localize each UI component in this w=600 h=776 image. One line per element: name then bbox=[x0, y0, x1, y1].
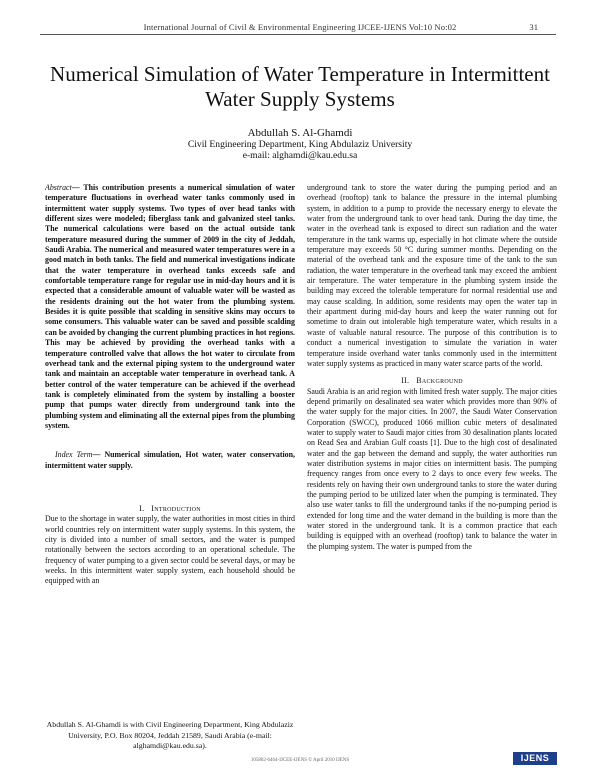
page-number: 31 bbox=[529, 22, 538, 32]
abstract-text: — This contribution presents a numerical simulation of water temperature fluctuations in overhead water tanks commonly used in intermittent water supply systems. Two types of over head tanks with different sizes were modeled; fiberglass tank and galvanized steel tanks. The numerical calculations were based on the actual outside tank temperature measured during the summer of 2009 in the city of Jeddah, Saudi Arabia. The numerical and measured water temperatures were in a good match in both tanks. The field and numerical investigations indicate that the water temperature in overhead tanks exceeds safe and comfortable temperature range for regular use in mid-day hours and it is expected that a considerable amount of valuable water will be wasted as the residents draining out the hot water from the plumbing system. Besides it is quite possible that scalding in sensitive skins may occurs to some consumers. This valuable water can be saved and possible scalding can be avoided by changing the current plumbing practices in hot regions. This may be achieved by providing the overhead tanks with a temperature controlled valve that allows the hot water to circulate from overhead tank and the external piping system to the underground water tank and maintain an acceptable water temperature in overhead tank. A better control of the water temperature can be achieved if the overhead tank is completely eliminated from the system by installing a booster pump that pumps water directly from underground tank into the plumbing system and eliminating all the external pipes from the plumbing system. bbox=[45, 183, 295, 430]
abstract bbox=[45, 183, 295, 431]
index-terms-label: Index Term bbox=[55, 450, 93, 460]
abstract-label: Abstract bbox=[45, 183, 72, 192]
author-email: e-mail: alghamdi@kau.edu.sa bbox=[242, 150, 358, 161]
background-paragraph: Saudi Arabia is an arid region with limited fresh water supply. The major cities depend primarily on desalinated sea water which provides more than 90% of the water supply for the major cities. In 2007, the Saudi Water Conservation Corporation (SWCC), produced 1066 million cubic meters of desalinated water to supply water to Saudi major cities from 30 desalination plants located on Read Sea and Arabian Gulf coasts [1]. Due to the high cost of desalinated water and the gap between the demand and supply, the water authorities run water distribution systems in major cities on intermittent basis. The pumping frequency ranges from once every to 2 days to once every few weeks. The residents rely on having their own underground tanks to store the water during the pumping period to be utilized later when the pumping is terminated. They also use water tanks to fill the underground tanks if the no-pumping period is extended for long time and the water demand in the building is more than the water stored in the underground tank. It is a common practice that each building is equipped with an overhead (rooftop) tank to balance the water in the plumping system. The water is pumped from the bbox=[307, 386, 557, 551]
author-affiliation: Civil Engineering Department, King Abdulaziz University bbox=[187, 139, 413, 150]
left-column bbox=[45, 183, 295, 587]
index-terms-text: — Numerical simulation, Hot water, water conservation, intermittent water supply. bbox=[45, 450, 295, 470]
section-heading-background: II. Background bbox=[401, 376, 463, 386]
index-terms bbox=[45, 450, 295, 471]
author-name: Abdullah S. Al-Ghamdi bbox=[247, 127, 353, 139]
right-column bbox=[307, 183, 557, 552]
introduction-continued-paragraph: underground tank to store the water during the pumping period and an overhead (rooftop) tank to balance the pressure in the internal plumbing system, in addition to a pump to provide the necessary energy to elevate the water from the underground tank to over head tank. During the day time, the water in the overhead tank is exposed to direct sun radiation and the water temperature in the tank warms up, especially in hot climate where the outside temperature may exceeds 50 °C during summer months. Depending on the material of the overhead tank and the exposure time of the tank to the sun radiation, the water temperature in the overhead tank may exceed the ambient air temperature. The water temperature in the plumbing system inside the building may exceed the tolerable temperature for normal residential use and may cause scalding. In addition, some residents may open the water tap in their apartment during mid-day hours and keep the water running out for sometime to drain out intolerable high temperature water, which results in a waste of valuable natural resource. The purpose of this contribution is to conduct a numerical investigation to simulate the variation in water temperature inside overhand water tanks commonly used in the intermittent water supply systems as practiced in many water scarce parts of the world. bbox=[307, 183, 557, 368]
header-rule bbox=[40, 34, 556, 35]
author-block bbox=[0, 127, 600, 161]
paper-title: Numerical Simulation of Water Temperature in Intermittent Water Supply Systems bbox=[50, 62, 550, 111]
introduction-paragraph: Due to the shortage in water supply, the water authorities in most cities in third world countries rely on intermittent water supply systems. In this system, the city is divided into a number of small sectors, and the water is pumped rotationally between the sectors according to an operational schedule. The frequency of water pumping to a given sector could be several days, or may be weeks. In this intermittent water supply system, each household should be equipped with an bbox=[45, 514, 295, 586]
section-heading-introduction: I. Introduction bbox=[139, 503, 201, 513]
ijens-logo: IJENS bbox=[513, 752, 557, 765]
running-header: International Journal of Civil & Environmental Engineering IJCEE-IJENS Vol:10 No:02 bbox=[143, 22, 457, 32]
page-footer: 105802-6464-IJCEE-IJENS © April 2010 IJENS bbox=[250, 758, 350, 763]
author-footnote: Abdullah S. Al-Ghamdi is with Civil Engineering Department, King Abdulaziz University, P.O. Box 80204, Jeddah 21589, Saudi Arabia (e-mail: alghamdi@kau.edu.sa). bbox=[46, 720, 294, 750]
